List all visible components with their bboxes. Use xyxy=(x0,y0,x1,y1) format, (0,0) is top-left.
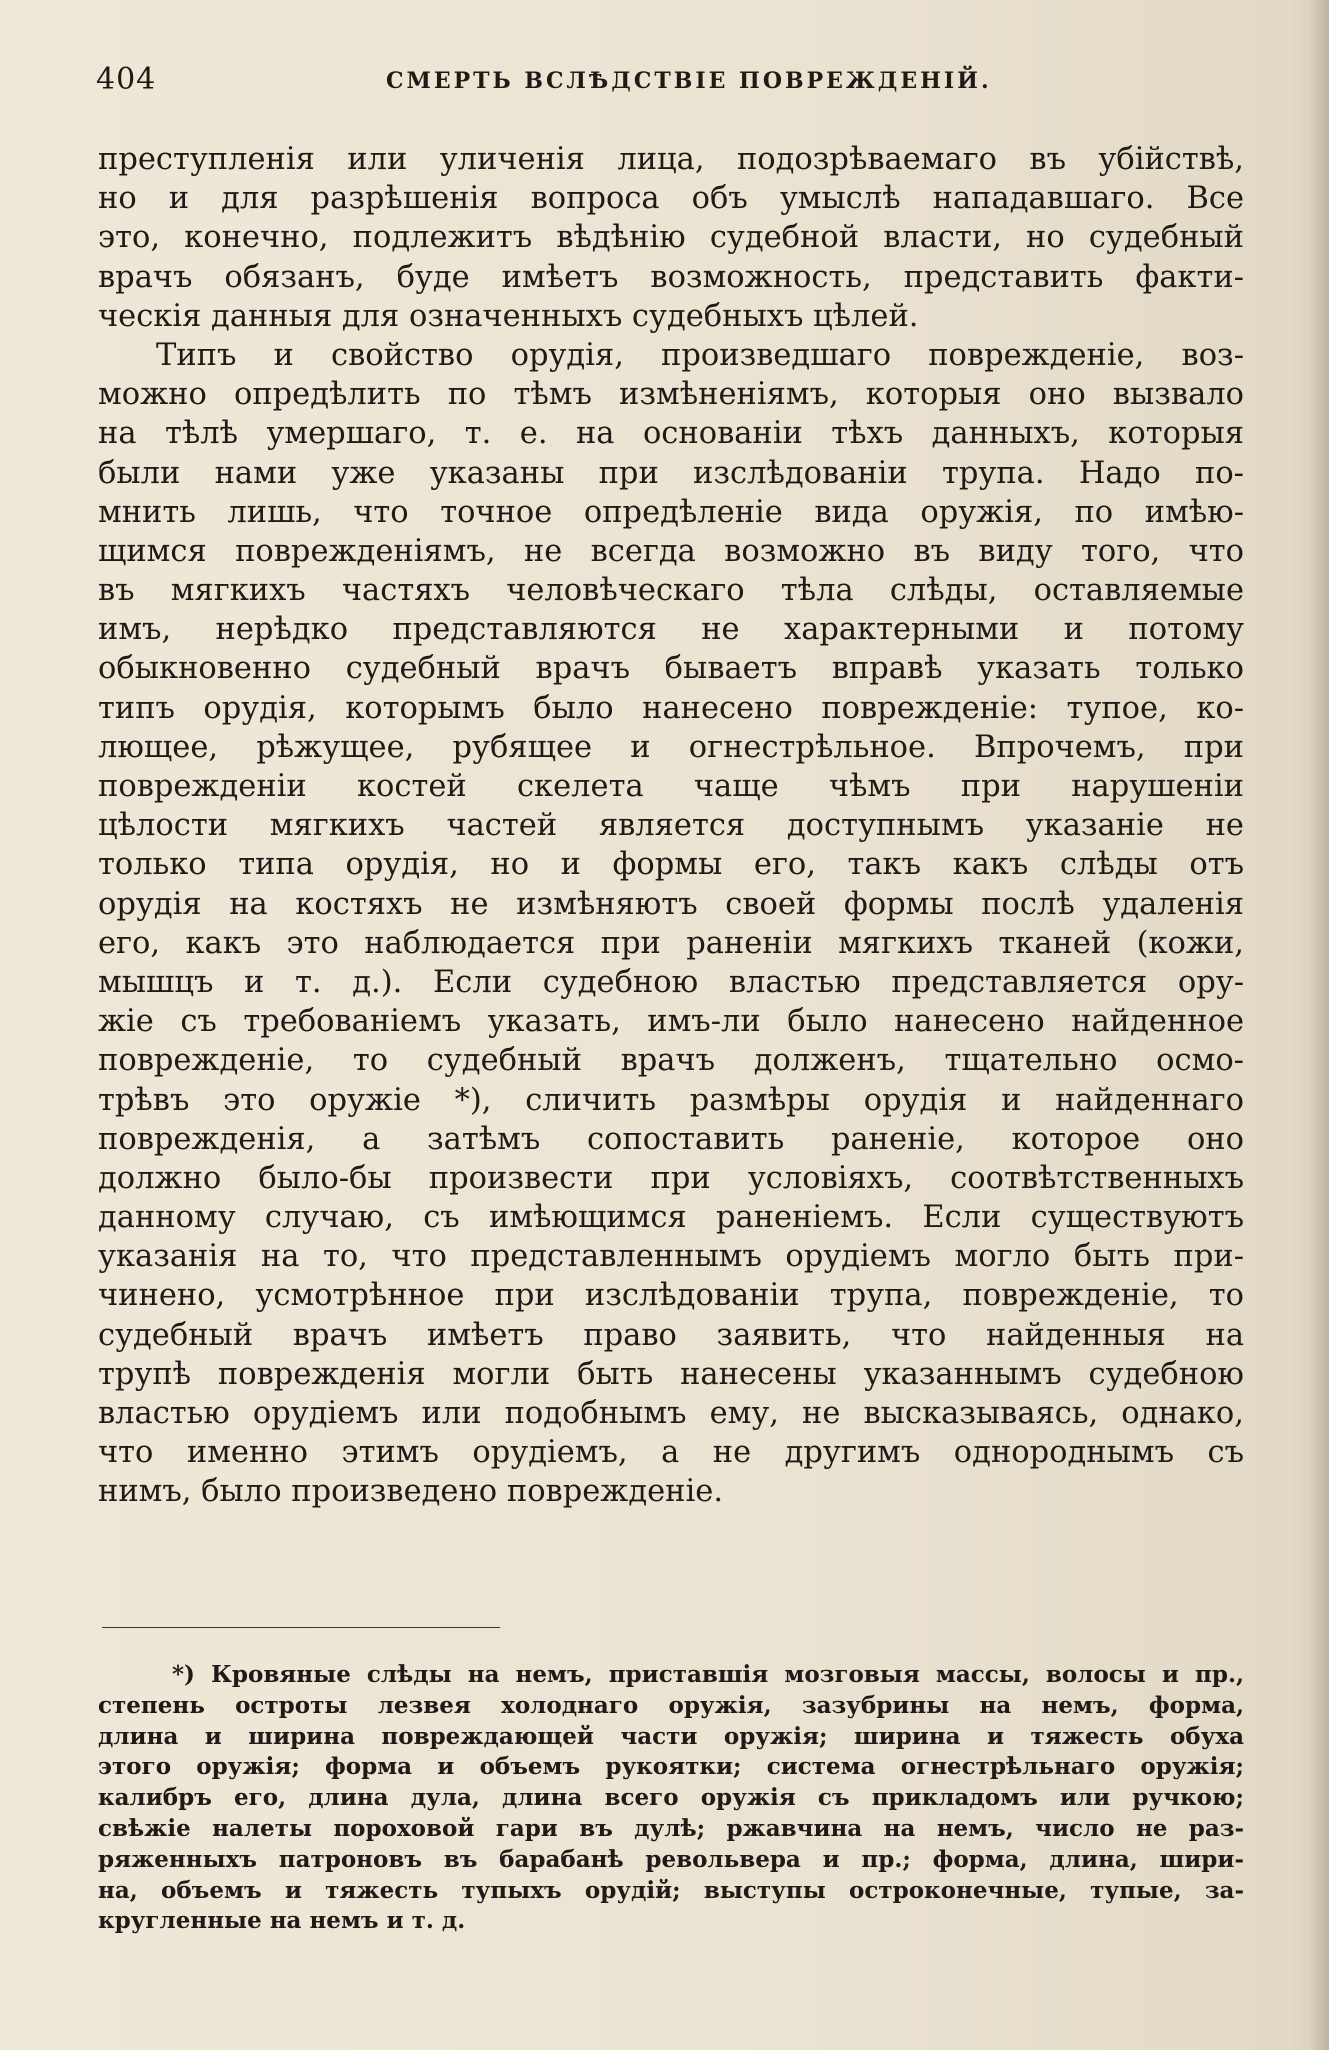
text-line: типъ орудія, которымъ было нанесено поврежденіе: тупое, ко- xyxy=(98,690,1244,726)
text-line: въ мягкихъ частяхъ человѣческаго тѣла слѣды, оставляемые xyxy=(98,573,1244,609)
text-line: можно опредѣлить по тѣмъ измѣненіямъ, которыя оно вызвало xyxy=(98,377,1244,413)
text-line: поврежденія, а затѣмъ сопоставить раненіе, которое оно xyxy=(98,1121,1244,1157)
footnote-line: на, объемъ и тяжесть тупыхъ орудій; выступы остроконечные, тупые, за- xyxy=(98,1876,1244,1904)
text-line: цѣлости мягкихъ частей является доступнымъ указаніе не xyxy=(98,808,1244,844)
text-line: нимъ, было произведено поврежденіе. xyxy=(98,1474,724,1510)
footnote-divider xyxy=(102,1627,500,1628)
text-line: ческія данныя для означенныхъ судебныхъ цѣлей. xyxy=(98,298,919,334)
text-line: но и для разрѣшенія вопроса объ умыслѣ нападавшаго. Все xyxy=(98,181,1244,217)
text-line: трѣвъ это оружіе *), сличить размѣры орудія и найденнаго xyxy=(98,1082,1244,1118)
text-line: только типа орудія, но и формы его, такъ какъ слѣды отъ xyxy=(98,847,1244,883)
text-line: чинено, усмотрѣнное при изслѣдованіи трупа, поврежденіе, то xyxy=(98,1278,1244,1314)
text-line: жіе съ требованіемъ указать, имъ-ли было нанесено найденное xyxy=(98,1004,1244,1040)
text-line: данному случаю, съ имѣющимся раненіемъ. Если существуютъ xyxy=(98,1200,1244,1236)
text-line: властью орудіемъ или подобнымъ ему, не высказываясь, однако, xyxy=(98,1396,1244,1431)
footnote xyxy=(98,1660,1244,1937)
text-line: трупѣ поврежденія могли быть нанесены указаннымъ судебною xyxy=(98,1356,1244,1392)
footnote-line: этого оружія; форма и объемъ рукоятки; система огнестрѣльнаго оружія; xyxy=(98,1753,1244,1781)
text-line: врачъ обязанъ, буде имѣетъ возможность, представить факти- xyxy=(98,259,1244,295)
footnote-line: *) Кровяные слѣды на немъ, приставшія мозговыя массы, волосы и пр., xyxy=(172,1661,1244,1688)
page-edge-shadow xyxy=(1309,0,1329,2050)
text-line: обыкновенно судебный врачъ бываетъ вправѣ указать только xyxy=(98,651,1244,687)
text-line: на тѣлѣ умершаго, т. е. на основаніи тѣхъ данныхъ, которыя xyxy=(98,416,1244,452)
text-line: имъ, нерѣдко представляются не характерными и потому xyxy=(98,612,1244,648)
text-line: поврежденіи костей скелета чаще чѣмъ при нарушеніи xyxy=(98,769,1244,804)
main-text xyxy=(98,140,1244,1512)
text-line: Типъ и свойство орудія, произведшаго поврежденіе, воз- xyxy=(156,337,1244,373)
text-line: мышцъ и т. д.). Если судебною властью представляется ору- xyxy=(98,964,1244,1000)
footnote-line: калибръ его, длина дула, длина всего оружія съ прикладомъ или ручкою; xyxy=(98,1784,1244,1812)
text-line: щимся поврежденіямъ, не всегда возможно въ виду того, что xyxy=(98,533,1244,569)
text-line: были нами уже указаны при изслѣдованіи трупа. Надо по- xyxy=(98,455,1244,491)
running-title: СМЕРТЬ ВСЛѢДСТВІЕ ПОВРЕЖДЕНІЙ. xyxy=(386,68,992,94)
footnote-line: длина и ширина повреждающей части оружія; ширина и тяжесть обуха xyxy=(98,1722,1244,1750)
text-line: поврежденіе, то судебный врачъ долженъ, тщательно осмо- xyxy=(98,1043,1244,1079)
text-line: лющее, рѣжущее, рубящее и огнестрѣльное. Впрочемъ, при xyxy=(98,729,1244,765)
text-line: орудія на костяхъ не измѣняютъ своей формы послѣ удаленія xyxy=(98,886,1244,922)
text-line: преступленія или уличенія лица, подозрѣваемаго въ убійствѣ, xyxy=(98,142,1244,177)
footnote-line: свѣжіе налеты пороховой гари въ дулѣ; ржавчина на немъ, число не раз- xyxy=(98,1814,1244,1842)
text-line: что именно этимъ орудіемъ, а не другимъ однороднымъ съ xyxy=(98,1435,1244,1471)
text-line: его, какъ это наблюдается при раненіи мягкихъ тканей (кожи, xyxy=(98,925,1244,961)
footnote-line: ряженныхъ патроновъ въ барабанѣ револьвера и пр.; форма, длина, шири- xyxy=(98,1845,1244,1873)
page-header xyxy=(96,62,1246,102)
page-number: 404 xyxy=(96,62,157,97)
text-line: указанія на то, что представленнымъ орудіемъ могло быть при- xyxy=(98,1239,1244,1275)
footnote-line: кругленные на немъ и т. д. xyxy=(98,1907,466,1935)
text-line: это, конечно, подлежитъ вѣдѣнію судебной власти, но судебный xyxy=(98,220,1244,256)
text-line: судебный врачъ имѣетъ право заявить, что найденныя на xyxy=(98,1317,1244,1353)
text-line: мнить лишь, что точное опредѣленіе вида оружія, по имѣю- xyxy=(98,494,1244,530)
footnote-line: степень остроты лезвея холоднаго оружія, зазубрины на немъ, форма, xyxy=(98,1691,1244,1719)
text-line: должно было-бы произвести при условіяхъ, соотвѣтственныхъ xyxy=(98,1160,1244,1196)
